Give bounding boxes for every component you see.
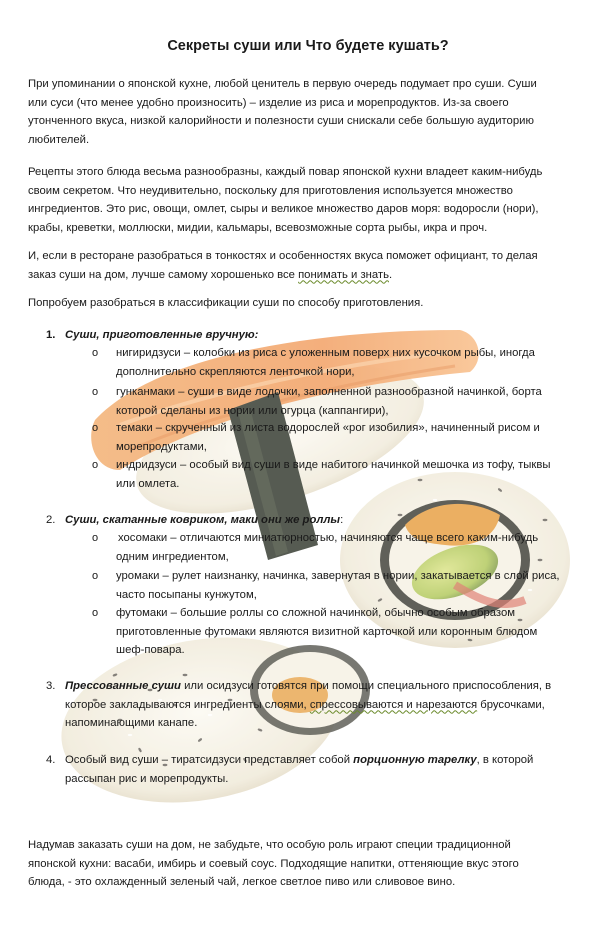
paragraph-2-line: ингредиентов. Это рис, овощи, омлет, сыры и великое множество даров моря: водоросли (нори), <box>28 203 539 215</box>
paragraph-3-line: И, если в ресторане разобраться в тонкостях и особенностях вкуса поможет официант, то делая <box>28 250 538 262</box>
bold-text: порционную тарелку <box>353 754 477 766</box>
list-item-line: уромаки – рулет наизнанку, начинка, завернутая в нории, закатывается в слой риса, <box>116 570 560 582</box>
list-item-line: дополнительно скрепляются ленточкой нори, <box>116 365 355 378</box>
bullet-marker: o <box>92 386 99 398</box>
list-heading-2 <box>65 511 343 530</box>
paragraph-4: Попробуем разобраться в классификации суши по способу приготовления. <box>28 297 424 309</box>
text-run: . <box>388 268 393 281</box>
list-number: 2. <box>46 514 56 526</box>
bullet-marker: o <box>92 532 99 544</box>
list-item-line: приготовленные футомаки являются визитной карточкой или коронным блюдом <box>116 625 538 638</box>
text-run: которое закладываются ингредиенты слоями, <box>65 698 310 711</box>
list-item-line: которой сделаны из нории или огурца (каппангири), <box>116 404 389 417</box>
paragraph-2-line: своим секретом. Что неудивительно, поскольку для приготовления используется множество <box>28 184 513 197</box>
spellcheck-text: спрессовываются и нарезаются <box>309 698 478 711</box>
paragraph-1-line: любителей. <box>28 133 90 146</box>
page-title: Секреты суши или Что будете кушать? <box>167 38 449 54</box>
heading-text: Суши, приготовленные вручную: <box>65 329 259 341</box>
text-run: Особый вид суши – тиратсидзуси представляет собой <box>65 754 354 766</box>
list-number: 4. <box>46 754 56 766</box>
list-number: 3. <box>46 680 56 692</box>
list-item-3-line: напоминающими канапе. <box>65 717 198 729</box>
list-item-line: морепродуктами, <box>116 440 207 453</box>
closing-paragraph-line: Надумав заказать суши на дом, не забудьте, что особую роль играют специи традиционной <box>28 839 511 851</box>
bullet-marker: o <box>92 347 99 359</box>
list-item-4-line <box>65 751 533 770</box>
text-run: , в которой <box>476 754 534 766</box>
list-heading-1 <box>65 326 258 345</box>
list-number: 1. <box>46 329 56 341</box>
paragraph-1-line: утонченного вкуса, низкой калорийности и полезности суши снискали себе большую аудиторию <box>28 115 534 127</box>
list-item-line: часто посыпаны кунжутом, <box>116 588 257 601</box>
bullet-marker: o <box>92 607 99 619</box>
list-item-line: нигиридзуси – колобки из риса с уложенным поверх них кусочком рыбы, иногда <box>116 347 535 359</box>
list-item-line: хосомаки – отличаются миниатюрностью, начиняются чаще всего каким-нибудь <box>118 532 539 544</box>
closing-paragraph-line: блюда, - это охлажденный зеленый чай, легкое светлое пиво или сливовое вино. <box>28 876 456 888</box>
paragraph-3-line <box>28 266 392 285</box>
text-run: брусочками, <box>477 698 545 711</box>
list-item-3-line <box>65 677 551 696</box>
list-item-line: или омлета. <box>116 477 180 490</box>
heading-text: Суши, скатанные ковриком, маки они же роллы <box>65 514 341 526</box>
list-item-line: одним ингредиентом, <box>116 550 229 563</box>
closing-paragraph-line: японской кухни: васаби, имбирь и соевый соус. Подходящие напитки, оттеняющие вкус этого <box>28 857 519 870</box>
paragraph-1-line: При упоминании о японской кухне, любой ценитель в первую очередь подумает про суши. Суши <box>28 78 537 90</box>
paragraph-2-line: Рецепты этого блюда весьма разнообразны, каждый повар японской кухни владеет каким-нибудь <box>28 166 543 178</box>
paragraph-2-line: крабы, креветки, моллюски, мидии, кальмары, всевозможные сорта рыбы, икра и проч. <box>28 221 488 234</box>
bullet-marker: o <box>92 570 99 582</box>
heading-colon: : <box>340 514 344 526</box>
list-item-line: индридзуси – особый вид суши в виде набитого начинкой мешочка из тофу, тыквы <box>116 459 551 471</box>
list-item-3-line <box>65 696 545 715</box>
paragraph-1-line: или суси (что менее удобно произносить) – изделие из риса и морепродуктов. Из-за своего <box>28 96 509 109</box>
list-item-4-line: рассыпан рис и морепродукты. <box>65 772 229 785</box>
list-item-line: футомаки – большие роллы со сложной начинкой, обычно особым образом <box>116 607 515 619</box>
text-run: заказ суши на дом, лучше самому хорошенько все <box>28 268 299 281</box>
list-item-line: темаки – скрученный из листа водорослей «рог изобилия», начиненный рисом и <box>116 422 540 434</box>
bullet-marker: o <box>92 422 99 434</box>
text-run: или осидзуси готовятся при помощи специального приспособления, в <box>180 680 552 692</box>
bold-text: Прессованные суши <box>65 680 181 692</box>
bullet-marker: o <box>92 459 99 471</box>
list-item-line: гунканмаки – суши в виде лодочки, заполненной разнообразной начинкой, борта <box>116 386 542 398</box>
list-item-line: шеф-повара. <box>116 644 185 656</box>
spellcheck-text: понимать и знать <box>298 268 389 281</box>
